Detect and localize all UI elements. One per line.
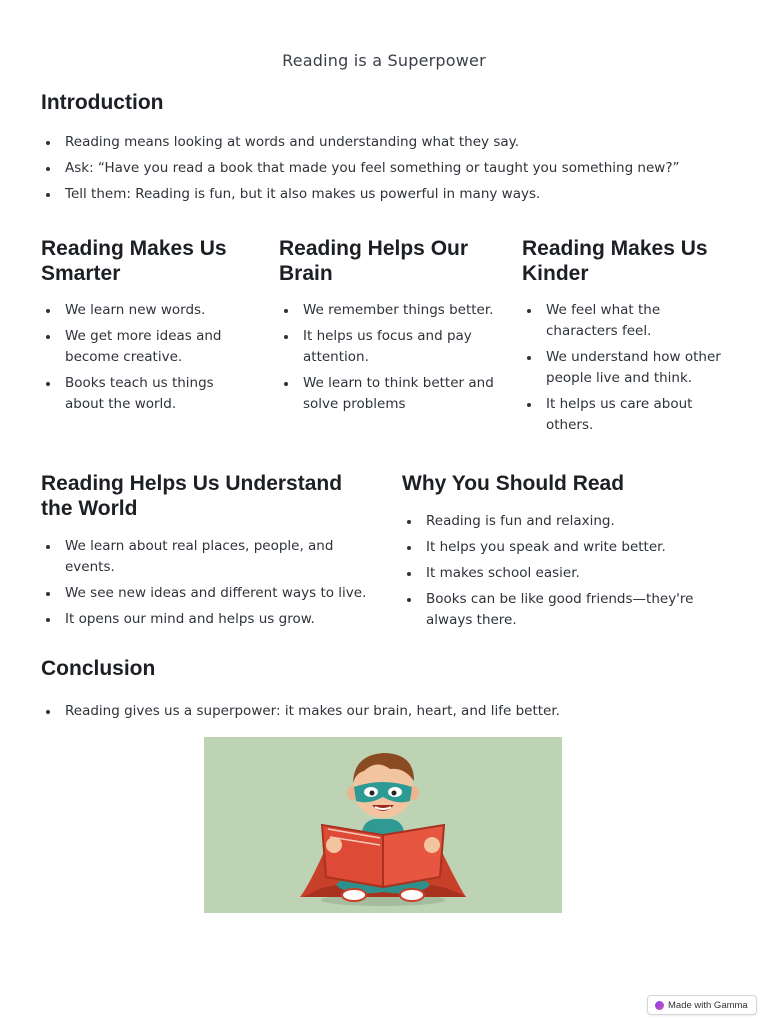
section-heading: Introduction (41, 91, 164, 114)
list-item: Books teach us things about the world. (41, 373, 251, 415)
section-heading: Reading Makes Us Kinder (522, 237, 708, 285)
list-item: Ask: “Have you read a book that made you feel something or taught you something new?” (41, 158, 721, 179)
list-item: It helps us focus and pay attention. (279, 326, 494, 368)
section-heading: Why You Should Read (402, 472, 625, 495)
made-with-gamma-badge[interactable] (647, 995, 757, 1015)
section-heading: Reading Helps Our Brain (279, 237, 469, 285)
section-world (41, 471, 371, 635)
badge-label: Made with Gamma (668, 999, 748, 1011)
list-item: We get more ideas and become creative. (41, 326, 251, 368)
bullet-list (41, 300, 251, 415)
page-title: Reading is a Superpower (282, 51, 486, 70)
section-why-read (402, 471, 732, 636)
section-introduction (41, 90, 721, 210)
list-item: It makes school easier. (402, 563, 732, 584)
illustration-svg (204, 737, 562, 913)
bullet-list (522, 300, 732, 436)
list-item: It helps you speak and write better. (402, 537, 732, 558)
list-item: Books can be like good friends—they're always there. (402, 589, 732, 631)
bullet-list (279, 300, 494, 415)
section-kinder (522, 236, 732, 441)
list-item: Reading gives us a superpower: it makes our brain, heart, and life better. (41, 701, 721, 722)
section-smarter (41, 236, 251, 420)
list-item: Reading is fun and relaxing. (402, 511, 732, 532)
list-item: We learn about real places, people, and events. (41, 536, 371, 578)
list-item: Tell them: Reading is fun, but it also makes us powerful in many ways. (41, 184, 721, 205)
section-heading: Reading Makes Us Smarter (41, 237, 227, 285)
list-item: It opens our mind and helps us grow. (41, 609, 371, 630)
bullet-list (41, 536, 371, 630)
superhero-boy-reading-illustration (204, 737, 562, 913)
list-item: We learn new words. (41, 300, 251, 321)
bullet-list (41, 701, 721, 722)
bullet-list (402, 511, 732, 631)
section-brain (279, 236, 494, 420)
list-item: We see new ideas and different ways to live. (41, 583, 371, 604)
list-item: It helps us care about others. (522, 394, 732, 436)
section-heading: Conclusion (41, 657, 156, 680)
list-item: We feel what the characters feel. (522, 300, 732, 342)
gamma-logo-icon (655, 1001, 664, 1010)
section-conclusion (41, 656, 721, 727)
list-item: Reading means looking at words and understanding what they say. (41, 132, 721, 153)
list-item: We learn to think better and solve problems (279, 373, 494, 415)
list-item: We remember things better. (279, 300, 494, 321)
bullet-list (41, 132, 721, 205)
section-heading: Reading Helps Us Understand the World (41, 472, 343, 520)
list-item: We understand how other people live and think. (522, 347, 732, 389)
